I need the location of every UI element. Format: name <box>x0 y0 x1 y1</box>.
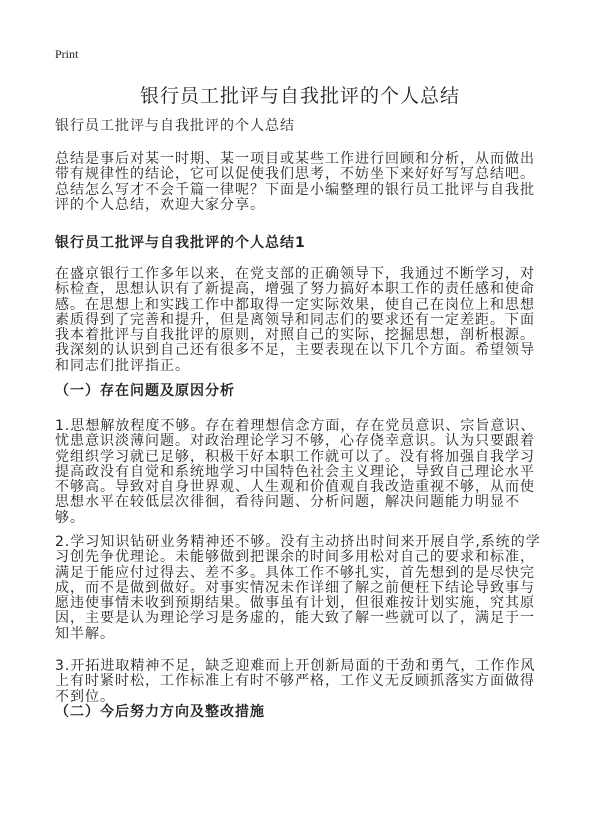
document-subtitle: 银行员工批评与自我批评的个人总结 <box>55 118 295 134</box>
problem-item-2: 2.学习知识钻研业务精神还不够。没有主动挤出时间来开展自学,系统的学习创先争优理论。未能够做到把课余的时间多用松对自己的要求和标准，满足于能应付过得去、差不多。具体工作不够扎实，首先想到的是尽快完成，而不是做到做好。对事实情况未作详细了解之前便枉下结论导致事与愿违使事情未收到预期结果。做事虽有计划，但很难按计划实施，究其原因，主要是认为理论学习是务虚的，能大致了解一些就可以了，满足于一知半解。 <box>55 534 541 642</box>
problem-item-3: 3.开拓进取精神不足，缺乏迎难而上开创新局面的干劲和勇气，工作作风上有时紧时松，工作标准上有时不够严格，工作义无反顾抓落实方面做得不到位。 <box>55 658 536 705</box>
print-link[interactable]: Print <box>55 47 79 61</box>
problem-item-1: 1.思想解放程度不够。存在着理想信念方面，存在党员意识、宗旨意识、忧患意识淡薄问题。对政治理论学习不够，心存侥幸意识。认为只要跟着党组织学习就已足够，积极干好本职工作就可以了。没有将加强自我学习提高政没有自觉和系统地学习中国特色社会主义理论，导致自己理论水平不够高。导致对自身世界观、人生观和价值观自我改造重视不够，从而使思想水平在较低层次徘徊，看待问题、分析问题，解决问题能力明显不够。 <box>55 418 536 526</box>
heading-problems: （一）存在问题及原因分析 <box>55 383 235 399</box>
document-title: 银行员工批评与自我批评的个人总结 <box>139 85 460 107</box>
section-title: 银行员工批评与自我批评的个人总结1 <box>55 235 306 251</box>
body-paragraph: 在盛京银行工作多年以来，在党支部的正确领导下，我通过不断学习，对标检查，思想认识有了新提高，增强了努力搞好本职工作的责任感和使命感。在思想上和实践工作中都取得一定实际效果，使自己在岗位上和思想素质得到了完善和提升，但是离领导和同志们的要求还有一定差距。下面我本着批评与自我批评的原则，对照自己的实际，挖掘思想，剖析根源。我深刻的认识到自己还有很多不足，主要表现在以下几个方面。希望领导和同志们批评指正。 <box>55 266 535 374</box>
heading-measures: （二）今后努力方向及整改措施 <box>55 704 265 720</box>
intro-paragraph: 总结是事后对某一时期、某一项目或某些工作进行回顾和分析，从而做出带有规律性的结论，它可以促使我们思考，不妨坐下来好好写写总结吧。总结怎么写才不会千篇一律呢？下面是小编整理的银行员工批评与自我批评的个人总结，欢迎大家分享。 <box>55 151 535 213</box>
